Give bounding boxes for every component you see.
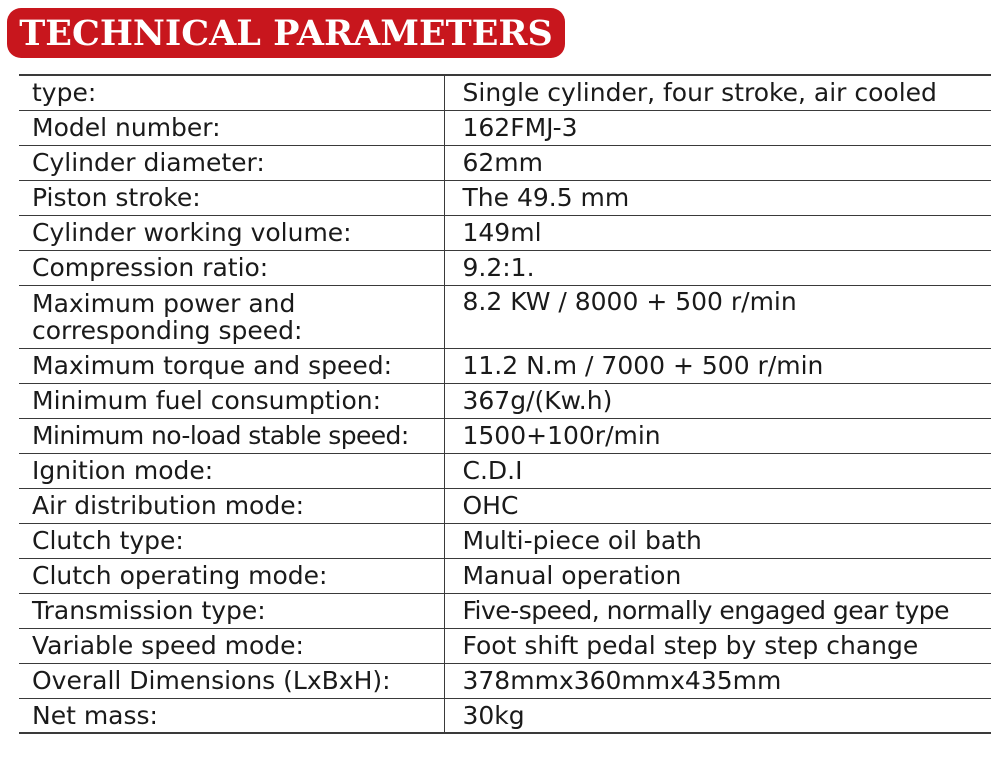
spec-label: Clutch operating mode: <box>19 558 444 593</box>
spec-value: The 49.5 mm <box>444 180 991 215</box>
spec-label: Clutch type: <box>19 523 444 558</box>
title-banner <box>7 8 565 58</box>
spec-value: Single cylinder, four stroke, air cooled <box>444 75 991 110</box>
spec-label: Cylinder diameter: <box>19 145 444 180</box>
spec-label: Overall Dimensions (LxBxH): <box>19 663 444 698</box>
spec-label: Minimum fuel consumption: <box>19 383 444 418</box>
spec-table <box>19 74 991 734</box>
spec-value: Multi-piece oil bath <box>444 523 991 558</box>
spec-value: 367g/(Kw.h) <box>444 383 991 418</box>
spec-value: 378mmx360mmx435mm <box>444 663 991 698</box>
spec-label: Cylinder working volume: <box>19 215 444 250</box>
spec-value: Five-speed, normally engaged gear type <box>444 593 991 628</box>
spec-label: Minimum no-load stable speed: <box>19 418 444 453</box>
table-row <box>19 418 991 453</box>
table-row <box>19 628 991 663</box>
table-row <box>19 110 991 145</box>
spec-label: Piston stroke: <box>19 180 444 215</box>
spec-value: 11.2 N.m / 7000 + 500 r/min <box>444 348 991 383</box>
spec-value: 9.2:1. <box>444 250 991 285</box>
page-title: TECHNICAL PARAMETERS <box>19 12 553 54</box>
table-row <box>19 523 991 558</box>
spec-value: 62mm <box>444 145 991 180</box>
table-row <box>19 663 991 698</box>
spec-label: Air distribution mode: <box>19 488 444 523</box>
spec-label: Compression ratio: <box>19 250 444 285</box>
spec-value: OHC <box>444 488 991 523</box>
table-row <box>19 453 991 488</box>
table-row <box>19 558 991 593</box>
table-row <box>19 215 991 250</box>
table-row <box>19 383 991 418</box>
table-row <box>19 75 991 110</box>
spec-value: 162FMJ-3 <box>444 110 991 145</box>
spec-label: type: <box>19 75 444 110</box>
spec-value: 8.2 KW / 8000 + 500 r/min <box>444 285 991 348</box>
table-row <box>19 488 991 523</box>
spec-label: Variable speed mode: <box>19 628 444 663</box>
spec-value: 149ml <box>444 215 991 250</box>
table-row <box>19 698 991 733</box>
spec-label: Net mass: <box>19 698 444 733</box>
spec-value: 30kg <box>444 698 991 733</box>
spec-label: Maximum power and corresponding speed: <box>19 285 444 348</box>
spec-value: C.D.I <box>444 453 991 488</box>
table-row <box>19 593 991 628</box>
spec-label: Transmission type: <box>19 593 444 628</box>
spec-value: 1500+100r/min <box>444 418 991 453</box>
table-row <box>19 145 991 180</box>
table-row <box>19 285 991 348</box>
spec-label: Ignition mode: <box>19 453 444 488</box>
spec-value: Foot shift pedal step by step change <box>444 628 991 663</box>
spec-label: Maximum torque and speed: <box>19 348 444 383</box>
table-row <box>19 348 991 383</box>
table-row <box>19 180 991 215</box>
spec-value: Manual operation <box>444 558 991 593</box>
spec-label: Model number: <box>19 110 444 145</box>
table-row <box>19 250 991 285</box>
